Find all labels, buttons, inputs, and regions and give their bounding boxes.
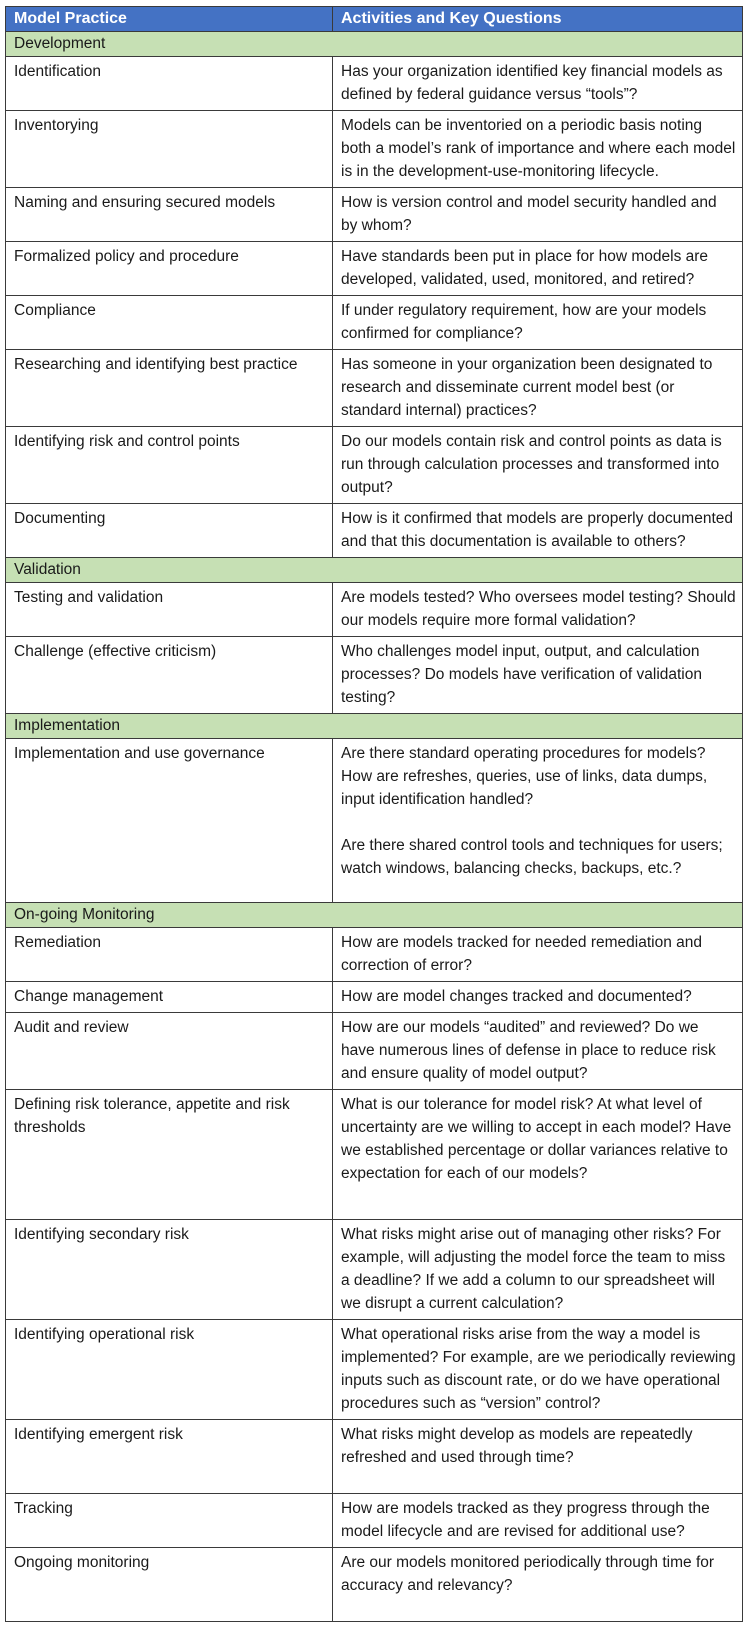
table-row [6,1220,743,1320]
practice-cell: Researching and identifying best practice [6,350,333,427]
table-row [6,242,743,296]
practice-cell: Inventorying [6,111,333,188]
practice-cell: Tracking [6,1494,333,1548]
table-row [6,296,743,350]
practice-cell: Testing and validation [6,583,333,637]
question-cell: Has your organization identified key financial models as defined by federal guidance versus “tools”? [333,57,743,111]
section-row [6,32,743,57]
section-label: Development [6,32,743,57]
section-row [6,714,743,739]
header-activities-key-questions: Activities and Key Questions [333,7,743,32]
table-row [6,111,743,188]
question-cell: How are models tracked as they progress through the model lifecycle and are revised for additional use? [333,1494,743,1548]
question-cell: How are model changes tracked and documented? [333,982,743,1013]
table-row [6,1320,743,1420]
practice-cell: Audit and review [6,1013,333,1090]
question-cell: How is it confirmed that models are properly documented and that this documentation is available to others? [333,504,743,558]
question-cell: Models can be inventoried on a periodic basis noting both a model’s rank of importance and where each model is in the development-use-monitoring lifecycle. [333,111,743,188]
table-row [6,637,743,714]
practice-cell: Change management [6,982,333,1013]
practice-cell: Naming and ensuring secured models [6,188,333,242]
model-practice-table [5,6,743,1622]
table-row [6,1090,743,1220]
section-label: On-going Monitoring [6,903,743,928]
question-cell: What is our tolerance for model risk? At what level of uncertainty are we willing to accept in each model? Have we established percentage or dollar variances relative to expectation for each of our models? [333,1090,743,1220]
table-row [6,1494,743,1548]
question-cell: Who challenges model input, output, and calculation processes? Do models have verification of validation testing? [333,637,743,714]
question-cell: What operational risks arise from the way a model is implemented? For example, are we periodically reviewing inputs such as discount rate, or do we have operational procedures such as “version” control? [333,1320,743,1420]
question-cell: How is version control and model security handled and by whom? [333,188,743,242]
section-label: Validation [6,558,743,583]
table-row [6,1013,743,1090]
question-cell: Are models tested? Who oversees model testing? Should our models require more formal validation? [333,583,743,637]
question-cell: What risks might develop as models are repeatedly refreshed and used through time? [333,1420,743,1494]
table-row [6,350,743,427]
practice-cell: Identification [6,57,333,111]
practice-cell: Documenting [6,504,333,558]
practice-cell: Identifying emergent risk [6,1420,333,1494]
question-cell: Are there standard operating procedures for models? How are refreshes, queries, use of links, data dumps, input identification handled? Are there shared control tools and techniques for users; watch windows, balancing checks, backups, etc.? [333,739,743,903]
table-row [6,504,743,558]
section-row [6,558,743,583]
question-cell: Has someone in your organization been designated to research and disseminate current model best (or standard internal) practices? [333,350,743,427]
question-cell: What risks might arise out of managing other risks? For example, will adjusting the model force the team to miss a deadline? If we add a column to our spreadsheet will we disrupt a current calculation? [333,1220,743,1320]
question-cell: If under regulatory requirement, how are your models confirmed for compliance? [333,296,743,350]
practice-cell: Challenge (effective criticism) [6,637,333,714]
table-row [6,1420,743,1494]
section-label: Implementation [6,714,743,739]
table-row [6,1548,743,1622]
table-row [6,928,743,982]
table-row [6,427,743,504]
table-row [6,188,743,242]
table-row [6,739,743,903]
question-cell: Are our models monitored periodically through time for accuracy and relevancy? [333,1548,743,1622]
table-row [6,583,743,637]
practice-cell: Implementation and use governance [6,739,333,903]
question-cell: Do our models contain risk and control points as data is run through calculation processes and transformed into output? [333,427,743,504]
practice-cell: Identifying operational risk [6,1320,333,1420]
table-header-row [6,7,743,32]
practice-cell: Remediation [6,928,333,982]
header-model-practice: Model Practice [6,7,333,32]
table-row [6,982,743,1013]
question-cell: Have standards been put in place for how models are developed, validated, used, monitored, and retired? [333,242,743,296]
practice-cell: Compliance [6,296,333,350]
practice-cell: Defining risk tolerance, appetite and risk thresholds [6,1090,333,1220]
section-row [6,903,743,928]
practice-cell: Formalized policy and procedure [6,242,333,296]
practice-cell: Ongoing monitoring [6,1548,333,1622]
table-row [6,57,743,111]
practice-cell: Identifying risk and control points [6,427,333,504]
model-practice-document [5,6,742,1622]
question-cell: How are models tracked for needed remediation and correction of error? [333,928,743,982]
practice-cell: Identifying secondary risk [6,1220,333,1320]
question-cell: How are our models “audited” and reviewed? Do we have numerous lines of defense in place to reduce risk and ensure quality of model output? [333,1013,743,1090]
table-body [6,32,743,1622]
